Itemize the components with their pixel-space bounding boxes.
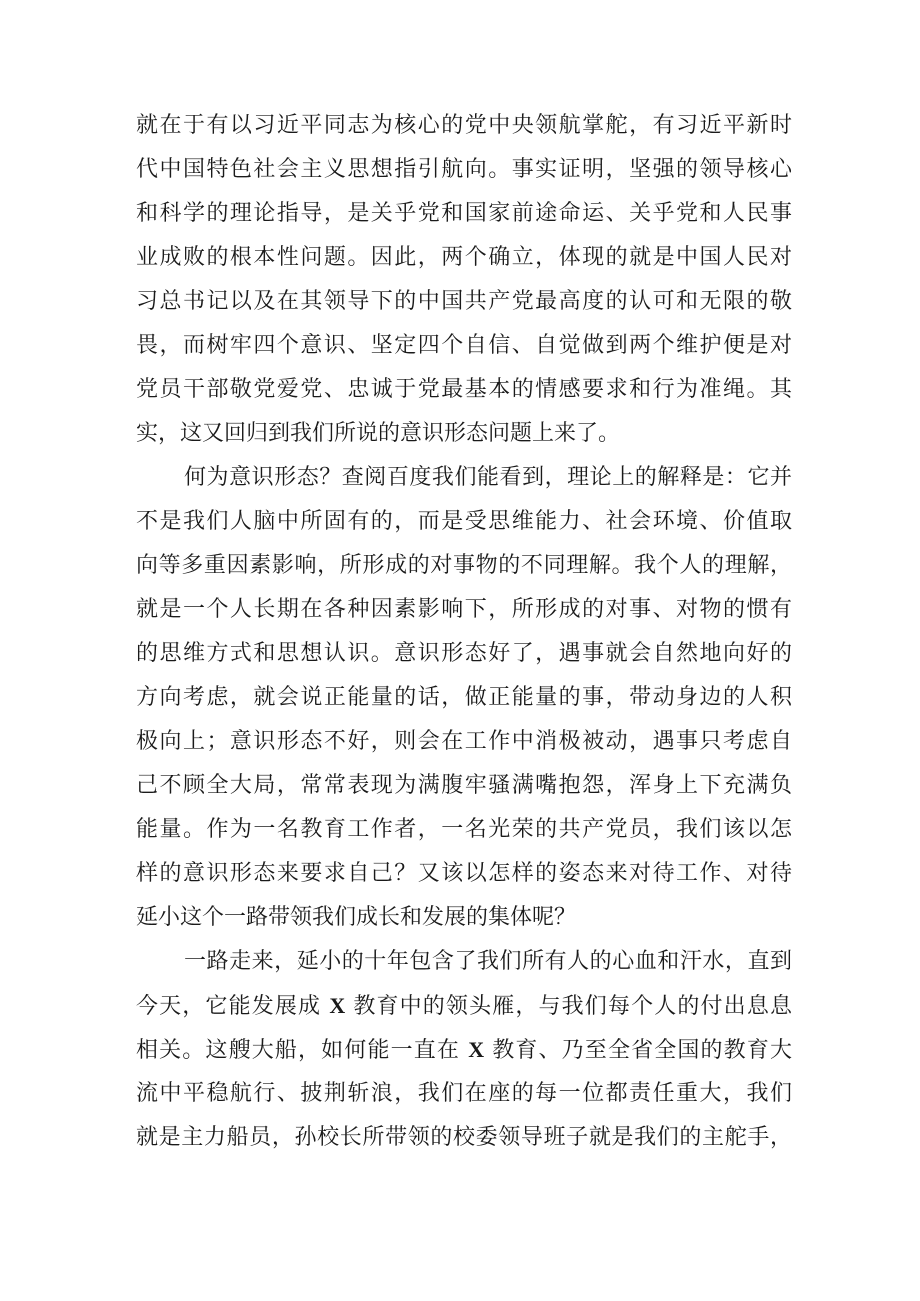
paragraph-1-line: 代中国特色社会主义思想指引航向。事实证明，坚强的领导核心 <box>136 157 792 182</box>
paragraph-2-line: 何为意识形态？查阅百度我们能看到，理论上的解释是：它并 <box>184 465 792 490</box>
paragraph-1-line: 就在于有以习近平同志为核心的党中央领航掌舵，有习近平新时 <box>136 113 792 138</box>
paragraph-1-line: 实，这又回归到我们所说的意识形态问题上来了。 <box>136 421 621 446</box>
paragraph-2-line: 样的意识形态来要求自己？又该以怎样的姿态来对待工作、对待 <box>136 861 792 886</box>
paragraph-2-line: 己不顾全大局，常常表现为满腹牢骚满嘴抱怨，浑身上下充满负 <box>136 773 792 798</box>
paragraph-2-line: 能量。作为一名教育工作者，一名光荣的共产党员，我们该以怎 <box>136 817 792 842</box>
paragraph-3-line: 今天，它能发展成 X 教育中的领头雁，与我们每个人的付出息息 <box>136 993 792 1019</box>
document-body <box>136 104 792 1160</box>
paragraph-1-line: 畏，而树牢四个意识、坚定四个自信、自觉做到两个维护便是对 <box>136 333 792 358</box>
paragraph-2-line: 不是我们人脑中所固有的，而是受思维能力、社会环境、价值取 <box>136 509 792 534</box>
paragraph-3-line: 就是主力船员，孙校长所带领的校委领导班子就是我们的主舵手， <box>136 1125 792 1150</box>
bold-x-letter: X <box>329 993 346 1018</box>
paragraph-2-line: 延小这个一路带领我们成长和发展的集体呢？ <box>136 905 577 930</box>
paragraph-2-line: 方向考虑，就会说正能量的话，做正能量的事，带动身边的人积 <box>136 685 792 710</box>
paragraph-3-line: 流中平稳航行、披荆斩浪，我们在座的每一位都责任重大，我们 <box>136 1081 792 1106</box>
paragraph-1-line: 习总书记以及在其领导下的中国共产党最高度的认可和无限的敬 <box>136 289 792 314</box>
bold-x-letter: X <box>468 1037 485 1062</box>
paragraph-3-line: 一路走来，延小的十年包含了我们所有人的心血和汗水，直到 <box>184 949 792 974</box>
paragraph-1-line: 和科学的理论指导，是关乎党和国家前途命运、关乎党和人民事 <box>136 201 792 226</box>
paragraph-2-line: 向等多重因素影响，所形成的对事物的不同理解。我个人的理解， <box>136 553 792 578</box>
paragraph-1-line: 党员干部敬党爱党、忠诚于党最基本的情感要求和行为准绳。其 <box>136 377 792 402</box>
paragraph-3-line: 相关。这艘大船，如何能一直在 X 教育、乃至全省全国的教育大 <box>136 1037 792 1063</box>
paragraph-2-line: 就是一个人长期在各种因素影响下，所形成的对事、对物的惯有 <box>136 597 792 622</box>
paragraph-1-line: 业成败的根本性问题。因此，两个确立，体现的就是中国人民对 <box>136 245 792 270</box>
paragraph-2-line: 的思维方式和思想认识。意识形态好了，遇事就会自然地向好的 <box>136 641 792 666</box>
paragraph-2-line: 极向上；意识形态不好，则会在工作中消极被动，遇事只考虑自 <box>136 729 792 754</box>
